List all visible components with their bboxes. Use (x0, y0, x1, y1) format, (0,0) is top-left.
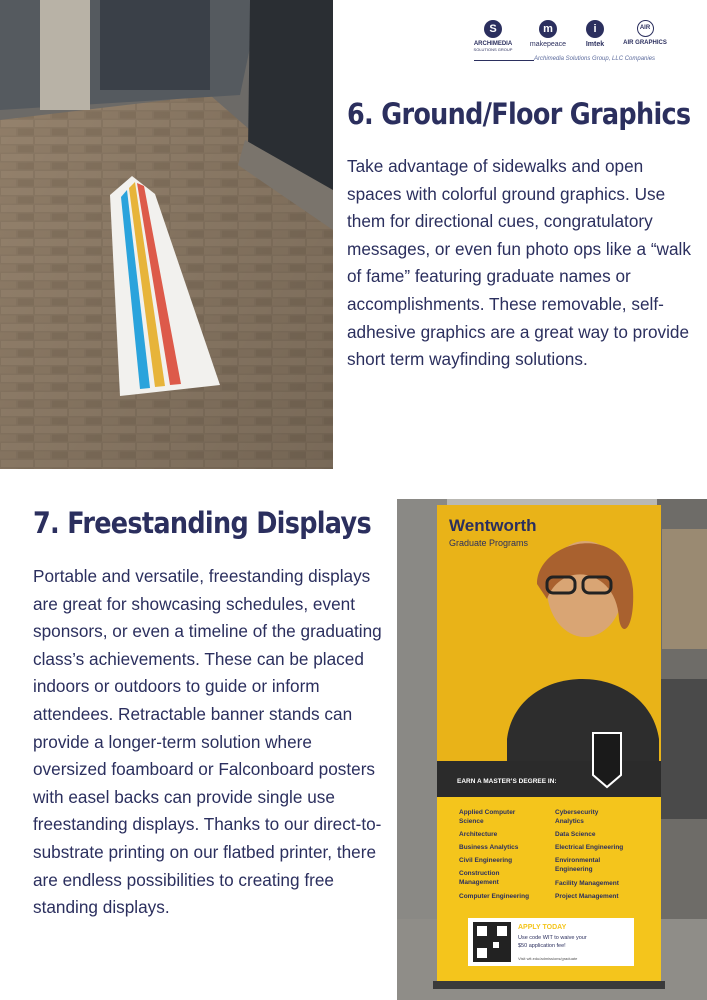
program-item: Applied Computer (459, 809, 516, 816)
program-item: Management (459, 879, 499, 886)
banner-earn: EARN A MASTER’S DEGREE IN: (457, 778, 557, 785)
air-graphics-logo (622, 20, 668, 46)
archimedia-logo (470, 20, 516, 52)
imtek-logo-icon: i (586, 20, 604, 38)
archimedia-logo-icon: S (484, 20, 502, 38)
program-item: Electrical Engineering (555, 844, 624, 851)
apply-heading: APPLY TODAY (518, 924, 567, 931)
brick-walkway-image (0, 0, 333, 469)
section-7-body: Portable and versatile, freestanding displays are great for showcasing schedules, event sponsors, or even a timeline of the graduating class’s achievements. These can be placed indoors or outdoors to guide or inform attendees. Retractable banner stands can provide a longer-term solution where oversized foamboard or Falconboard posters with easel backs can provide single use freestanding displays. Thanks to our direct-to-substrate printing on our flatbed printer, there are endless possibilities to creating free standing displays. (33, 566, 382, 918)
section-6-title: 6. Ground/Floor Graphics (347, 97, 691, 131)
banner-stand-image (397, 499, 707, 1000)
air-graphics-logo-icon: AIR (637, 20, 654, 37)
section-6-body: Take advantage of sidewalks and open spaces with colorful ground graphics. Use them for directional cues, congratulatory messages, or even fun photo ops like a “walk of fame” featuring graduate names or accomplishments. These removable, self-adhesive graphics are a great way to provide short term wayfinding solutions. (347, 156, 691, 370)
program-item: Civil Engineering (459, 857, 513, 864)
banner-title: Wentworth (449, 516, 537, 535)
program-item: Engineering (555, 866, 593, 873)
imtek-logo (580, 20, 610, 48)
section-7-title: 7. Freestanding Displays (33, 506, 371, 540)
program-item: Architecture (459, 831, 498, 838)
program-item: Data Science (555, 831, 596, 838)
air-graphics-name: AIR GRAPHICS (623, 40, 667, 46)
archimedia-sub: SOLUTIONS GROUP (473, 47, 513, 52)
program-item: Computer Engineering (459, 893, 530, 900)
program-item: Project Management (555, 893, 619, 900)
banner-subtitle: Graduate Programs (449, 538, 529, 548)
apply-url: Visit wit.edu/admissions/graduate (518, 956, 578, 961)
program-item: Analytics (555, 818, 584, 825)
program-item: Environmental (555, 857, 601, 864)
makepeace-logo-icon: m (539, 20, 557, 38)
banner-stand-photo (397, 499, 707, 1000)
makepeace-name: makepeace (529, 41, 567, 48)
brand-divider (474, 60, 534, 61)
program-item: Facility Management (555, 880, 619, 887)
makepeace-logo (526, 20, 570, 48)
program-item: Construction (459, 870, 500, 877)
program-item: Science (459, 818, 484, 825)
program-item: Cybersecurity (555, 809, 599, 816)
brand-logos (470, 20, 690, 68)
brand-tagline: Archimedia Solutions Group, LLC Companies (534, 56, 656, 62)
archimedia-name: ARCHIMEDIA (473, 41, 513, 47)
floor-graphic-photo (0, 0, 333, 469)
program-item: Business Analytics (459, 844, 519, 851)
apply-line-2: $50 application fee! (518, 943, 566, 949)
apply-line-1: Use code WIT to waive your (518, 935, 587, 941)
imtek-name: Imtek (585, 41, 605, 48)
